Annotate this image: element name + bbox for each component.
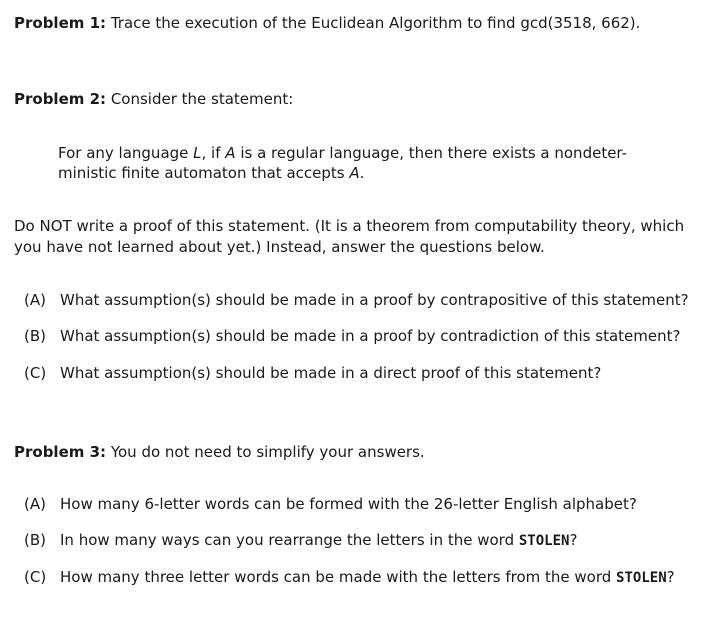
statement-text: is a regular language, then there exists a nondeter- (235, 144, 628, 162)
problem-2-intro: Consider the statement: (106, 90, 294, 108)
question-label: (C) (24, 568, 47, 586)
question-text: What assumption(s) should be made in a proof by contradiction of this statement? (60, 327, 681, 345)
question-label: (C) (24, 364, 47, 382)
question-end: ? (569, 531, 578, 549)
statement-var-L: L (193, 144, 202, 162)
question-2a (24, 290, 689, 310)
statement-text: For any language (58, 144, 194, 162)
question-label: (B) (24, 531, 46, 549)
question-label: (A) (24, 291, 46, 309)
problem-1-label: Problem 1: (14, 14, 107, 32)
question-3a (24, 494, 637, 514)
question-3c (24, 567, 675, 588)
statement-var-A: A (225, 144, 236, 162)
question-label: (B) (24, 327, 46, 345)
statement-text: , if (201, 144, 226, 162)
word-stolen: STOLEN (616, 570, 667, 586)
question-2b (24, 326, 680, 346)
statement-text: . (359, 164, 365, 182)
statement-var-A: A (349, 164, 360, 182)
question-label: (A) (24, 495, 46, 513)
question-3b (24, 530, 577, 551)
question-2c (24, 363, 601, 383)
statement-line-1 (58, 143, 627, 163)
question-text: How many three letter words can be made with the letters from the word (60, 568, 617, 586)
problem-3-line (14, 442, 425, 462)
question-end: ? (666, 568, 675, 586)
question-text: What assumption(s) should be made in a direct proof of this statement? (60, 364, 602, 382)
statement-text: ministic finite automaton that accepts (58, 164, 350, 182)
problem-1-line (14, 13, 640, 33)
word-stolen: STOLEN (518, 533, 570, 549)
problem-2-line (14, 89, 293, 109)
problem-1-text: Trace the execution of the Euclidean Algorithm to find gcd(3518, 662). (106, 14, 641, 32)
note-line-1: Do NOT write a proof of this statement. (It is a theorem from computability theory, which (14, 217, 685, 235)
question-text: How many 6-letter words can be formed with the 26-letter English alphabet? (60, 495, 637, 513)
problem-3-intro: You do not need to simplify your answers. (106, 443, 425, 461)
question-text: What assumption(s) should be made in a proof by contrapositive of this statement? (60, 291, 689, 309)
problem-3-label: Problem 3: (14, 443, 107, 461)
question-text: In how many ways can you rearrange the letters in the word (60, 531, 519, 549)
statement-line-2 (58, 163, 364, 183)
problem-2-label: Problem 2: (14, 90, 107, 108)
note-line-2: you have not learned about yet.) Instead, answer the questions below. (14, 238, 545, 256)
